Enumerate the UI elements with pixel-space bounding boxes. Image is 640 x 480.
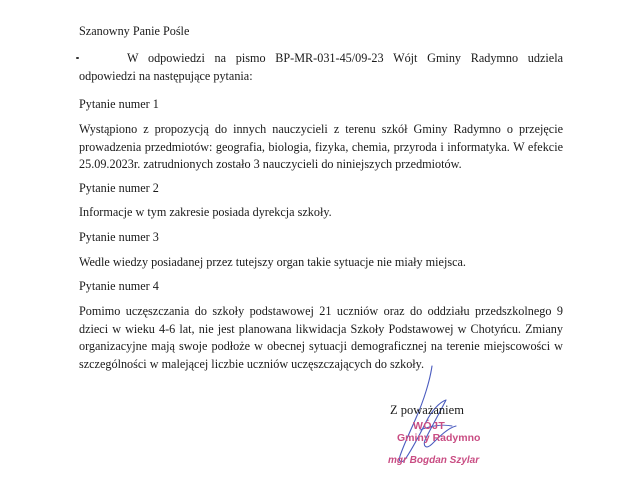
stamp-name: mgr Bogdan Szylar (388, 455, 480, 466)
stamp-organization: Gminy Radymno (397, 432, 481, 444)
question-3-heading: Pytanie numer 3 (79, 230, 159, 244)
question-2-answer: Informacje w tym zakresie posiada dyrekcja szkoły. (79, 205, 332, 219)
question-1-heading: Pytanie numer 1 (79, 97, 159, 111)
question-4-heading: Pytanie numer 4 (79, 279, 159, 293)
closing-phrase: Z poważaniem (390, 403, 464, 417)
question-4-answer: Pomimo uczęszczania do szkoły podstawowej 21 uczniów oraz do oddziału przedszkolnego 9 dzieci w wieku 4-6 lat, nie jest planowana likwidacja Szkoły Podstawowej w Chotyńcu. Zmiany organizacyjne mają swoje podłoże w obecnej sytuacji demograficznej na terenie miejscowości w szczególności w malejącej liczbie uczniów uczęszczających do szkoły. (79, 304, 563, 371)
question-2-heading: Pytanie numer 2 (79, 181, 159, 195)
stamp-title: WÓJT (413, 420, 446, 432)
intro-paragraph: W odpowiedzi na pismo BP-MR-031-45/09-23 Wójt Gminy Radymno udziela odpowiedzi na następujące pytania: (79, 51, 563, 83)
question-3-answer: Wedle wiedzy posiadanej przez tutejszy organ takie sytuacje nie miały miejsca. (79, 255, 466, 269)
salutation: Szanowny Panie Pośle (79, 24, 190, 38)
question-1-answer: Wystąpiono z propozycją do innych nauczycieli z terenu szkół Gminy Radymno o przejęcie prowadzenia przedmiotów: geografia, biologia, fizyka, chemia, przyroda i informatyka. W efekcie 25.09.2023r. zatrudnionych zostało 3 nauczycieli do niniejszych przedmiotów. (79, 122, 563, 172)
